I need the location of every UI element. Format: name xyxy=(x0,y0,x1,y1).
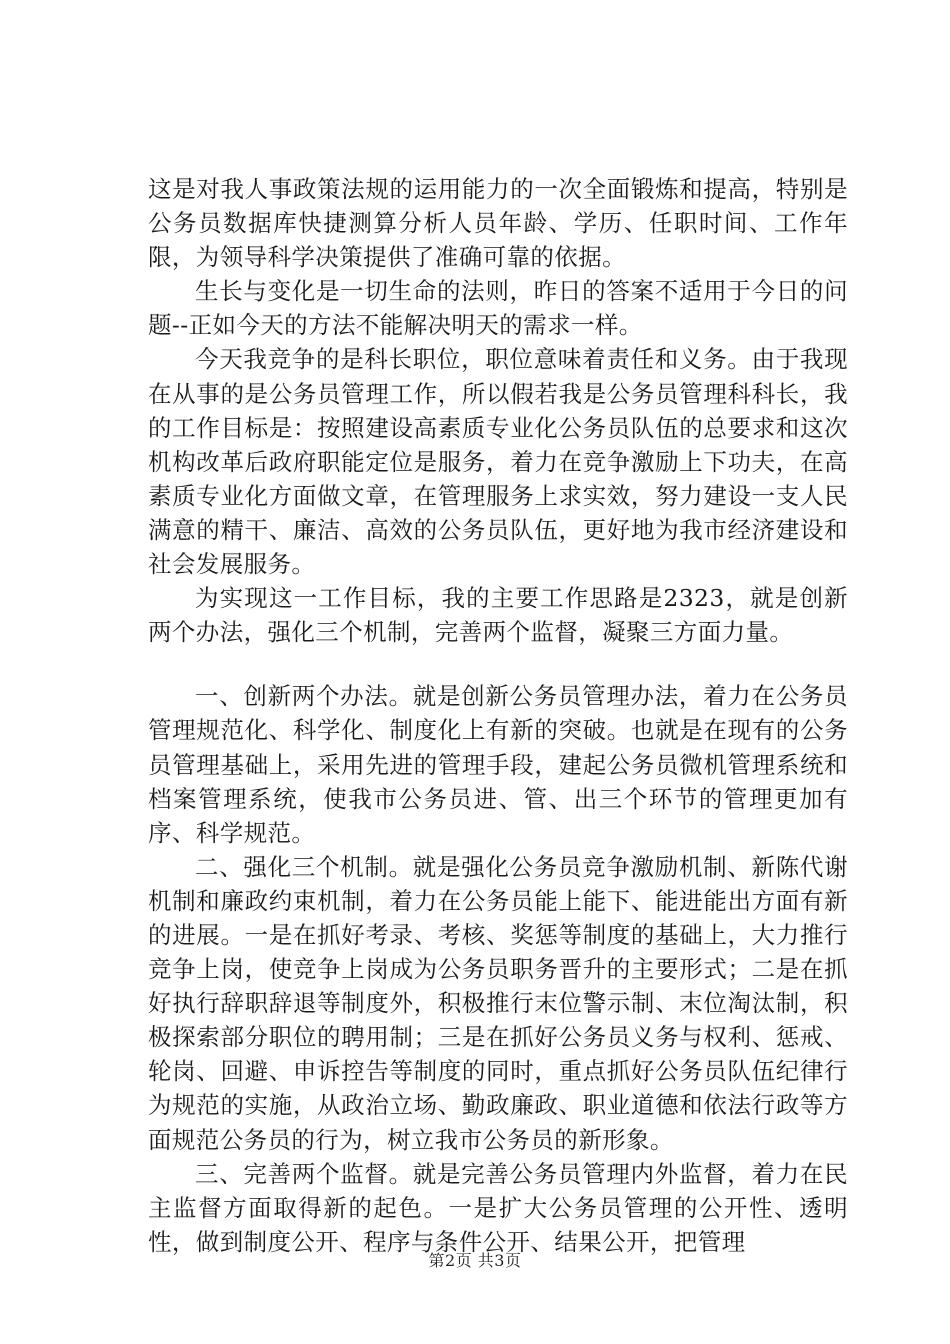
document-body xyxy=(148,172,848,1259)
paragraph: 为实现这一工作目标，我的主要工作思路是2323，就是创新两个办法，强化三个机制，完善两个监督，凝聚三方面力量。 xyxy=(148,584,848,647)
page-number-footer: 第2页 共3页 xyxy=(428,1251,522,1270)
section-paragraph: 三、完善两个监督。就是完善公务员管理内外监督，着力在民主监督方面取得新的起色。一是扩大公务员管理的公开性、透明性，做到制度公开、程序与条件公开、结果公开，把管理 xyxy=(148,1159,848,1256)
paragraph: 生长与变化是一切生命的法则，昨日的答案不适用于今日的问题--正如今天的方法不能解决明天的需求一样。 xyxy=(148,277,848,340)
section-paragraph: 二、强化三个机制。就是强化公务员竞争激励机制、新陈代谢机制和廉政约束机制，着力在公务员能上能下、能进能出方面有新的进展。一是在抓好考录、考核、奖惩等制度的基础上，大力推行竞争上岗，使竞争上岗成为公务员职务晋升的主要形式；二是在抓好执行辞职辞退等制度外，积极推行末位警示制、末位淘汰制，积极探索部分职位的聘用制；三是在抓好公务员义务与权利、惩戒、轮岗、回避、申诉控告等制度的同时，重点抓好公务员队伍纪律行为规范的实施，从政治立场、勤政廉政、职业道德和依法行政等方面规范公务员的行为，树立我市公务员的新形象。 xyxy=(148,852,848,1154)
paragraph-spacer xyxy=(148,649,848,679)
section-paragraph: 一、创新两个办法。就是创新公务员管理办法，着力在公务员管理规范化、科学化、制度化上有新的突破。也就是在现有的公务员管理基础上，采用先进的管理手段，建起公务员微机管理系统和档案管理系统，使我市公务员进、管、出三个环节的管理更加有序、科学规范。 xyxy=(148,682,848,847)
paragraph: 今天我竞争的是科长职位，职位意味着责任和义务。由于我现在从事的是公务员管理工作，所以假若我是公务员管理科科长，我的工作目标是：按照建设高素质专业化公务员队伍的总要求和这次机构改革后政府职能定位是服务，着力在竞争激励上下功夫，在高素质专业化方面做文章，在管理服务上求实效，努力建设一支人民满意的精干、廉洁、高效的公务员队伍，更好地为我市经济建设和社会发展服务。 xyxy=(148,345,848,579)
paragraph: 这是对我人事政策法规的运用能力的一次全面锻炼和提高，特别是公务员数据库快捷测算分析人员年龄、学历、任职时间、工作年限，为领导科学决策提供了准确可靠的依据。 xyxy=(148,175,848,272)
